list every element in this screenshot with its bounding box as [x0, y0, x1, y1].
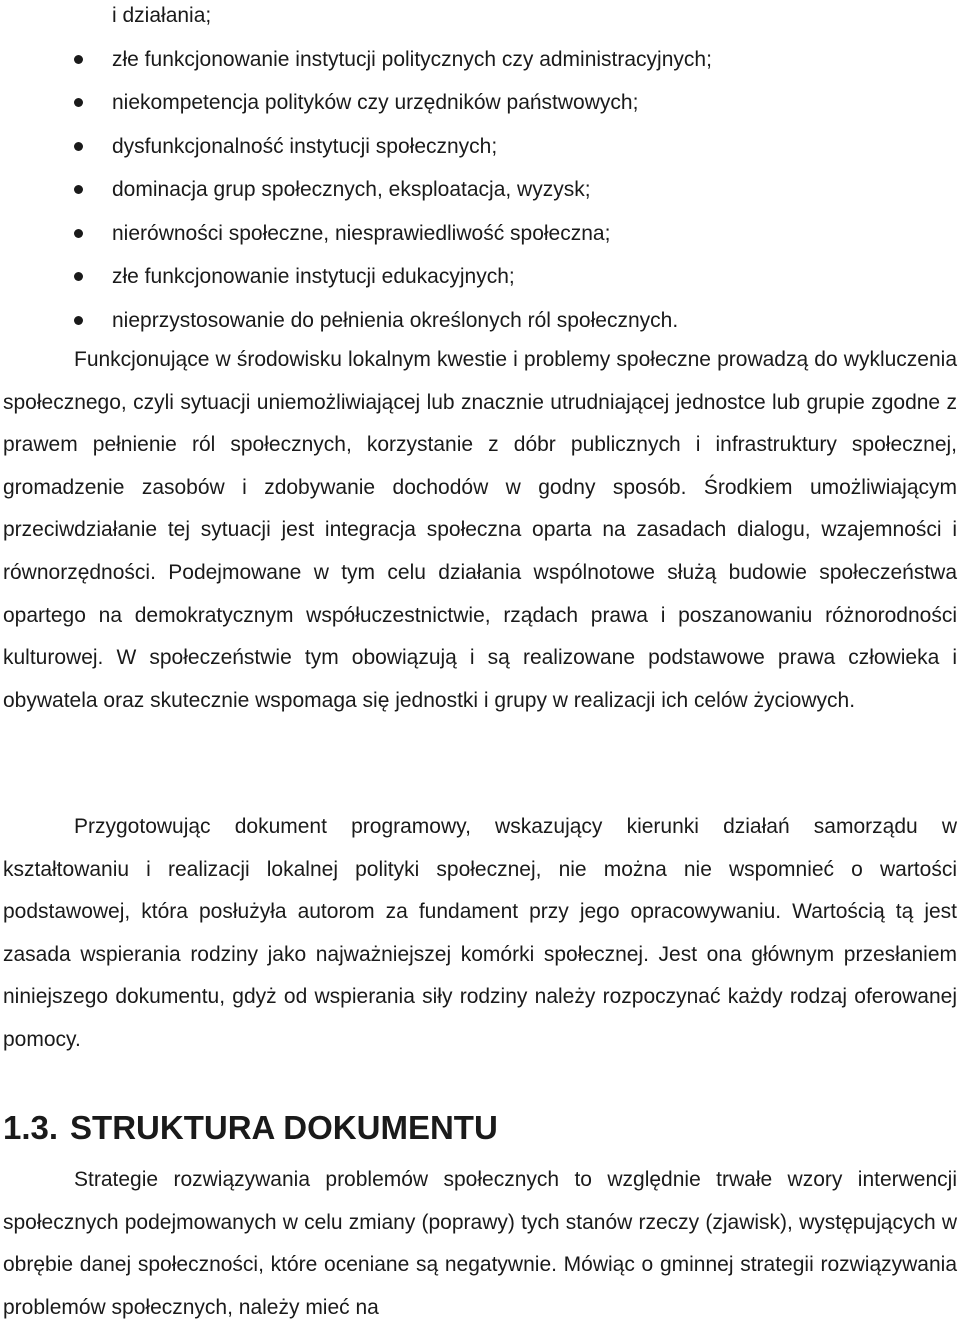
list-item-text: nierówności społeczne, niesprawiedliwość społeczna;: [112, 221, 611, 245]
list-item-text: złe funkcjonowanie instytucji edukacyjnych;: [112, 265, 515, 288]
list-item-text: nieprzystosowanie do pełnienia określonych ról społecznych.: [112, 308, 679, 332]
list-item-text: złe funkcjonowanie instytucji politycznych czy administracyjnych;: [112, 47, 712, 71]
list-item-text: niekompetencja polityków czy urzędników państwowych;: [112, 91, 639, 114]
bullet-icon: [74, 142, 83, 151]
list-item: [0, 255, 960, 299]
list-item-continuation: [0, 0, 960, 38]
paragraph-family-support: Przygotowując dokument programowy, wskazujący kierunki działań samorządu w kształtowaniu i realizacji lokalnej polityki społecznej, nie można nie wspomnieć o wartości podstawowej, która posłużyła autorom za fundament przy jego opracowywaniu. Wartością tą jest zasada wspierania rodziny jako najważniejszej komórki społecznej. Jest ona głównym przesłaniem niniejszego dokumentu, gdyż od wspierania siły rodziny należy rozpoczynać każdy rodzaj oferowanej pomocy.: [3, 815, 957, 1051]
section-title: STRUKTURA DOKUMENTU: [70, 1109, 498, 1146]
section-heading: [3, 1104, 498, 1152]
bullet-icon: [74, 98, 83, 107]
bullet-list: [0, 0, 960, 342]
list-item: [0, 168, 960, 212]
bullet-icon: [74, 316, 83, 325]
bullet-icon: [74, 185, 83, 194]
list-item: [0, 125, 960, 169]
list-item-text: i działania;: [112, 4, 212, 27]
bullet-icon: [74, 55, 83, 64]
list-item-text: dominacja grup społecznych, eksploatacja, wyzysk;: [112, 178, 591, 201]
bullet-icon: [74, 272, 83, 281]
list-item: [0, 81, 960, 125]
paragraph-strategy-definition: Strategie rozwiązywania problemów społecznych to względnie trwałe wzory interwencji społecznych podejmowanych w celu zmiany (poprawy) tych stanów rzeczy (zjawisk), występujących w obrębie danej społeczności, które oceniane są negatywnie. Mówiąc o gminnej strategii rozwiązywania problemów społecznych, należy mieć na: [3, 1168, 957, 1319]
list-item: [0, 38, 960, 82]
list-item: [0, 212, 960, 256]
list-item: [0, 299, 960, 343]
paragraph-social-exclusion: Funkcjonujące w środowisku lokalnym kwestie i problemy społeczne prowadzą do wykluczenia społecznego, czyli sytuacji uniemożliwiającej lub znacznie utrudniającej jednostce lub grupie zgodne z prawem pełnienie ról społecznych, korzystanie z dóbr publicznych i infrastruktury społecznej, gromadzenie zasobów i zdobywanie dochodów w godny sposób. Środkiem umożliwiającym przeciwdziałanie tej sytuacji jest integracja społeczna oparta na zasadach dialogu, wzajemności i równorzędności. Podejmowane w tym celu działania wspólnotowe służą budowie społeczeństwa opartego na demokratycznym współuczestnictwie, rządach prawa i poszanowaniu różnorodności kulturowej. W społeczeństwie tym obowiązują i są realizowane podstawowe prawa człowieka i obywatela oraz skutecznie wspomaga się jednostki i grupy w realizacji ich celów życiowych.: [3, 348, 957, 712]
bullet-icon: [74, 229, 83, 238]
list-item-text: dysfunkcjonalność instytucji społecznych;: [112, 134, 498, 158]
section-number: 1.3.: [3, 1109, 59, 1146]
